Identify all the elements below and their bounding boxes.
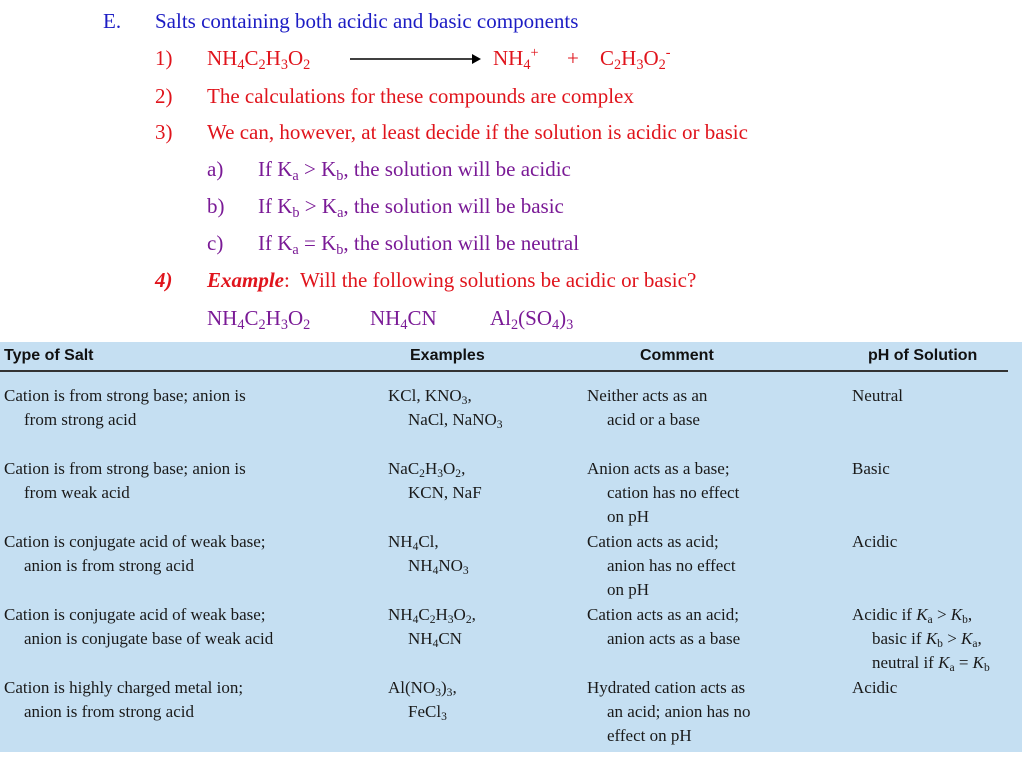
table-header <box>0 342 1010 370</box>
cell-examples: $Al(NO_3)_3$, FeCl$_3$ <box>388 678 457 724</box>
cell-type: Cation is from strong base; anion is from strong acid <box>4 386 246 429</box>
header-rule <box>0 370 1008 372</box>
cell-ph: Neutral <box>852 386 903 405</box>
sub-c-text: If $K_a = K_b$, the solution will be neutral <box>258 231 580 258</box>
example-formula-2: $NH_4CN$ <box>370 306 437 333</box>
cell-examples: $NaC_2H_3O_2$, KCN, NaF <box>388 459 482 502</box>
cell-type: Cation is conjugate acid of weak base; anion is conjugate base of weak acid <box>4 605 274 648</box>
reaction-arrow-icon <box>350 53 482 65</box>
sub-a-text: If $K_a > K_b$, the solution will be acidic <box>258 157 571 184</box>
product-acetate: $C_2H_3O_2^-$ <box>600 45 671 73</box>
heading-text: Salts containing both acidic and basic components <box>155 9 579 33</box>
cell-comment: Hydrated cation acts as an acid; anion has no effect on pH <box>587 678 751 745</box>
sub-b-marker: b) <box>207 194 225 218</box>
cell-examples: KCl, $KNO_3$, NaCl, NaNO$_3$ <box>388 386 503 432</box>
item-4-marker: 4) <box>155 268 173 292</box>
cell-ph: Acidic <box>852 678 898 697</box>
header-comment: Comment <box>640 347 714 364</box>
plus-sign: + <box>567 46 579 70</box>
product-ammonium: $NH_4^+$ <box>493 45 539 73</box>
item-1-marker: 1) <box>155 46 173 70</box>
item-2-marker: 2) <box>155 84 173 108</box>
sub-c-marker: c) <box>207 231 224 255</box>
cell-comment: Cation acts as acid; anion has no effect on pH <box>587 532 736 599</box>
sub-a-marker: a) <box>207 157 224 181</box>
item-3-marker: 3) <box>155 120 173 144</box>
item-2-text: The calculations for these compounds are complex <box>207 84 634 108</box>
cell-comment: Anion acts as a base; cation has no effect on pH <box>587 459 740 526</box>
example-formula-1: $NH_4C_2H_3O_2$ <box>207 306 311 333</box>
salt-ph-table <box>0 342 1022 752</box>
header-examples: Examples <box>410 347 485 364</box>
sub-b-text: If $K_b > K_a$, the solution will be basic <box>258 194 564 221</box>
cell-comment: Cation acts as an acid; anion acts as a base <box>587 605 741 648</box>
cell-type: Cation is highly charged metal ion; anion is from strong acid <box>4 678 244 721</box>
header-ph: pH of Solution <box>868 347 978 364</box>
header-type-of-salt: Type of Salt <box>4 347 94 364</box>
cell-type: Cation is from strong base; anion is from weak acid <box>4 459 246 502</box>
item-4-text: Example: Will the following solutions be acidic or basic? <box>207 268 697 292</box>
heading-marker: E. <box>103 9 122 33</box>
cell-examples: $NH_4C_2H_3O_2$, $NH_4CN$ <box>388 605 476 651</box>
cell-ph: Acidic <box>852 532 898 551</box>
cell-ph: Acidic if $K_a > K_b$, basic if $K_b > K_a$, neutral if $K_a = K_b$ <box>852 605 990 675</box>
example-formula-3: $Al_2(SO_4)_3$ <box>490 306 574 333</box>
cell-examples: $NH_4Cl$, $NH_4NO_3$ <box>388 532 469 578</box>
cell-comment: Neither acts as an acid or a base <box>587 386 708 429</box>
cell-type: Cation is conjugate acid of weak base; anion is from strong acid <box>4 532 266 575</box>
cell-ph: Basic <box>852 459 890 478</box>
reactant-formula: $NH_4C_2H_3O_2$ <box>207 46 311 73</box>
item-3-text: We can, however, at least decide if the solution is acidic or basic <box>207 120 748 144</box>
